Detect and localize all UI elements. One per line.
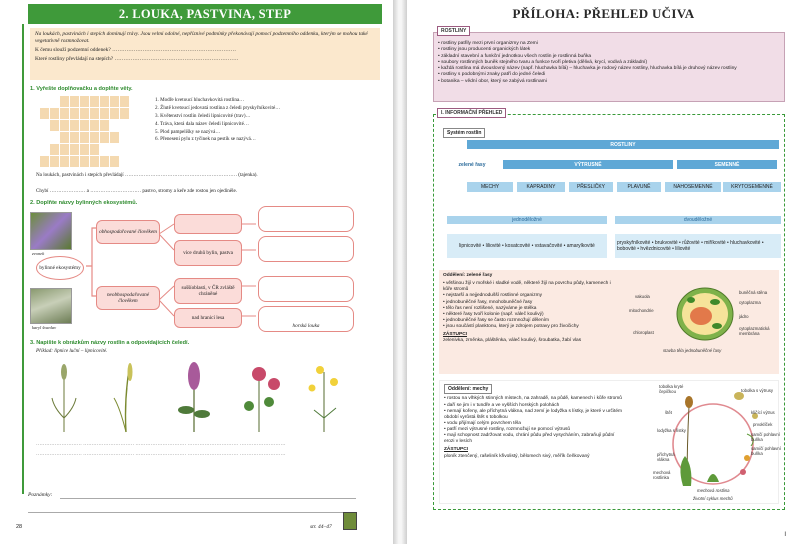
- moss-item: • rostou na vlhkých stinných místech, na zahradě, na půdě, kamenech i kůře stromů: [444, 396, 626, 402]
- question-1[interactable]: K čemu slouží podzemní oddenek? ……………………………………………………………: [35, 47, 237, 54]
- moss-label-plantlet: mechová rostlinka: [653, 470, 671, 480]
- cell-label-chloroplast: chloroplast: [633, 330, 654, 335]
- node-managed: obhospodařované člověkem: [96, 220, 160, 244]
- box-more-herbs: více druhů bylin, pastva: [174, 240, 242, 266]
- algae-repr-label: ZÁSTUPCI: [443, 332, 467, 338]
- moss-label-male-cell: samčí pohlavní buňka: [751, 432, 780, 442]
- rostliny-item: • botanika – vědní obor, který se zabývá rostlinami: [438, 79, 780, 85]
- level2-krytosemenne: KRYTOSEMENNÉ: [723, 182, 781, 192]
- cell-caption: stavba těla jednobuněčné řasy: [663, 348, 722, 353]
- moss-label-stem: lodyžka s lístky: [657, 428, 686, 433]
- task-3-example: Příklad: lipnice luční – lipnicovité.: [36, 348, 108, 354]
- right-page: [407, 0, 800, 544]
- algae-item: • nejstarší a nejjednodušší rostlinné organizmy: [443, 293, 619, 299]
- algae-item: • jednobuněčné řasy, mnohobuněčné řasy: [443, 300, 619, 306]
- plantain-icon: [52, 364, 76, 432]
- moss-label-germinating-spore: klíčící výtrus: [751, 410, 775, 415]
- rostliny-item: • základní stavební a funkční jednotkou všech rostlin je rostlinná buňka: [438, 54, 780, 60]
- clue-1: 1. Modře kvetoucí hluchavkovitá rostlina…: [155, 97, 245, 103]
- level2-plavune: PLAVUNĚ: [617, 182, 661, 192]
- notes-line-2[interactable]: [28, 512, 356, 513]
- answer-box-2[interactable]: [258, 236, 354, 262]
- answer-box-3[interactable]: [258, 276, 354, 302]
- rostliny-box: [433, 32, 785, 102]
- rostliny-tag: ROSTLINY: [437, 26, 470, 36]
- level2-nahosemenne: NAHOSEMENNÉ: [665, 182, 721, 192]
- cell-label-cytoplasm: cytoplazma: [739, 300, 761, 305]
- moss-item: • nemají kořeny, ale příchytná vlákna, nad zemí je lodyžka s lístky, je které v určitém období vyrůstá štět s tobolkou: [444, 409, 626, 421]
- bellflower-photo: [30, 212, 72, 250]
- level2-kapradiny: KAPRADINY: [517, 182, 565, 192]
- answer-lines[interactable]: ……………………… ………………………… ………………………… ………………………… ……………………… ……………………… ………………………… ………………………… ………………………… ………………………: [36, 441, 286, 457]
- grass-photo: [30, 288, 72, 324]
- center-node: bylinné ekosystémy: [36, 256, 84, 280]
- cell-label-membrane: cytoplazmatická membrána: [739, 326, 770, 336]
- level3-monocots: jednoděložné: [447, 216, 607, 224]
- root-rostliny: ROSTLINY: [467, 140, 779, 149]
- rostliny-item: • soubory rostlinných buněk stejného tvaru a funkce tvoří pletiva (dělivá, krycí, vodivá a základní): [438, 60, 780, 66]
- answer-box-1[interactable]: [258, 206, 354, 232]
- algae-item: • jednobuněčné řasy se často rozmnožují dělením: [443, 318, 619, 324]
- clue-5: 5. Plod pampelišky se nazývá…: [155, 128, 221, 135]
- rostliny-item: • rostliny patřily mezi první organizmy na Zemi: [438, 41, 780, 47]
- box-above-forest: nad hranicí lesa: [174, 308, 242, 328]
- box-empty-1: [174, 214, 242, 234]
- algae-cell-icon: [675, 286, 735, 342]
- moss-label-protonema: prvoklíček: [753, 422, 773, 427]
- dicot-families: pryskyřníkovité • brukvovité • růžovité • miříkovité • hluchavkovité • bobovité • hvězdnicovité • liliovité: [615, 234, 781, 258]
- level1-green-algae: zelené řasy: [443, 160, 501, 169]
- crossword-clues: [155, 97, 385, 144]
- moss-label-rhizoids: příchytná vlákna: [657, 452, 675, 462]
- buttercup-icon: [309, 366, 339, 432]
- moss-item: • mají schopnost zadržovat vodu, chrání půdu před vysycháním, zabraňují půdní erozi v lesích: [444, 433, 626, 445]
- level1-spore: VÝTRUSNÉ: [503, 160, 673, 169]
- moss-caption-2: životní cyklus mechů: [693, 496, 733, 501]
- moss-item: • patří mezi výtrusné rostliny, rozmnožují se pomocí výtrusů: [444, 427, 626, 433]
- moss-caption: mechová rostlina: [697, 488, 730, 493]
- page-number-left: 28: [16, 524, 23, 530]
- moss-repr-label: ZÁSTUPCI: [444, 447, 468, 453]
- system-tag: Systém rostlin: [443, 128, 485, 138]
- task-2-heading: 2. Doplňte názvy bylinných ekosystémů.: [30, 200, 138, 206]
- algae-repr: zelenivka, zrněnka, pláštěnka, váleč koulivý, šroubatka, žabí vlas: [443, 338, 582, 344]
- question-2[interactable]: Které rostliny převládají na stepích? ……………………………………………………………: [35, 56, 239, 63]
- moss-label-capsule-cap: tobolka kryté čepičkou: [659, 384, 684, 394]
- level2-preslicky: PŘESLIČKY: [569, 182, 613, 192]
- plant-illustrations: [44, 358, 364, 434]
- page-reference: str. 44–47: [310, 524, 332, 530]
- rostliny-item: • každá rostlina má dvouslovný název (např. hluchavka bílá) – hluchavka je rodový název rostliny, hluchavka bílá je druhový název rostliny: [438, 66, 780, 72]
- algae-item: • většinou žijí v mořské i sladké vodě, některé žijí na povrchu půdy, kamenech i kůře stromů: [443, 281, 619, 293]
- moss-label-female-cell: samičí pohlavní buňka: [751, 446, 781, 456]
- cell-label-wall: buněčná stěna: [739, 290, 768, 295]
- algae-item: • jsou součástí planktonu, který je zdrojem potravy pro živočichy: [443, 324, 619, 330]
- intro-box: [30, 28, 380, 80]
- clue-4: 4. Tráva, která dala název čeledi lipnicovité…: [155, 120, 249, 127]
- notes-label: Poznámky:: [28, 492, 53, 498]
- clue-6: 6. Přenesení pylu z tyčinek na pestík se nazývá…: [155, 136, 256, 143]
- node-unmanaged: neobhospodařované člověkem: [96, 286, 160, 310]
- cell-label-vacuole: vakuola: [635, 294, 650, 299]
- fill-sentence-2[interactable]: Chybí ………………… a ………………………… pastvo, stromy a keře zde rostou jen ojediněle.: [36, 188, 238, 194]
- cell-label-mitochondria: mitochondrie: [629, 308, 654, 313]
- notes-line-1[interactable]: [60, 498, 356, 499]
- book-gutter: [393, 0, 407, 544]
- answer-box-mountain-meadow[interactable]: horská louka: [258, 306, 354, 332]
- clover-icon: [244, 367, 280, 432]
- moss-item: • vodu přijímají celým povrchem těla: [444, 421, 626, 427]
- level1-seed: SEMENNÉ: [677, 160, 777, 169]
- monocot-families: lipnicovité • liliovité • kosatcovité • vstavačovité • amarylkovité: [447, 234, 607, 258]
- intro-text: Na loukách, pastvinách i stepích dominují trávy. Jsou velmi odolné, nepříznivé podmínky překonávají pomocí podzemního oddenku, kterým se mohou také vegetativně rozmnožovat.: [35, 31, 368, 45]
- fill-sentence-1[interactable]: Na loukách, pastvinách i stepích převládají ………………………………………………………… (tajenka).: [36, 172, 258, 178]
- page-number-right: I: [784, 532, 786, 538]
- level3-dicots: dvouděložné: [615, 216, 781, 224]
- task-1-heading: 1. Vyřešte doplňovačku a doplňte věty.: [30, 86, 133, 92]
- level2-mechy: MECHY: [467, 182, 513, 192]
- moss-repr: ploník ztenčený, rašeliník křivolistý, bělomech sivý, měřík čeňkovaný: [444, 453, 590, 459]
- task-3-heading: 3. Napište k obrázkům názvy rostlin a odpovídajících čeledí.: [30, 340, 190, 346]
- photo-2-caption: karyl švanlav: [32, 325, 57, 330]
- rostliny-item: • rostliny s podobnými znaky patří do jedné čeledi: [438, 72, 780, 78]
- book-icon: [343, 512, 357, 530]
- sage-icon: [178, 362, 210, 432]
- moss-label-capsule-spores: tobolka s výtrusy: [741, 388, 774, 393]
- algae-tag: Oddělení: zelené řasy: [443, 273, 493, 278]
- moss-tag: Oddělení: mechy: [444, 384, 492, 394]
- clue-2: 2. Žlutě kvetoucí jedovatá rostlina z čeledi pryskyřníkovité…: [155, 104, 281, 111]
- photo-1-caption: zvonek: [32, 251, 45, 256]
- clue-3: 3. Květenství rostlin čeledi lipnicovité (trav)…: [155, 112, 251, 119]
- left-page: [0, 0, 393, 544]
- moss-item: • daří se jim i v tundře a ve vyšších horských polohách: [444, 403, 626, 409]
- box-dry-areas: suššíoblasti, v ČR zvláště chráněné: [174, 278, 242, 304]
- appendix-title: PŘÍLOHA: PŘEHLED UČIVA: [512, 6, 695, 21]
- overview-tag: I. INFORMAČNÍ PŘEHLED: [437, 108, 506, 118]
- cell-label-nucleus: jádro: [739, 314, 749, 319]
- left-margin-line: [22, 24, 24, 494]
- moss-label-seta: štět: [665, 410, 672, 415]
- page-title: 2. LOUKA, PASTVINA, STEP: [28, 4, 382, 24]
- algae-item: • tělo řas není rozlišené, nazýváme je stélka: [443, 306, 619, 312]
- rostliny-item: • rostliny jsou producenti organických látek: [438, 47, 780, 53]
- crossword-grid[interactable]: [40, 96, 129, 167]
- algae-item: • některé řasy tvoří kolonie (např. váleč koulivý): [443, 312, 619, 318]
- grass-icon: [114, 363, 133, 432]
